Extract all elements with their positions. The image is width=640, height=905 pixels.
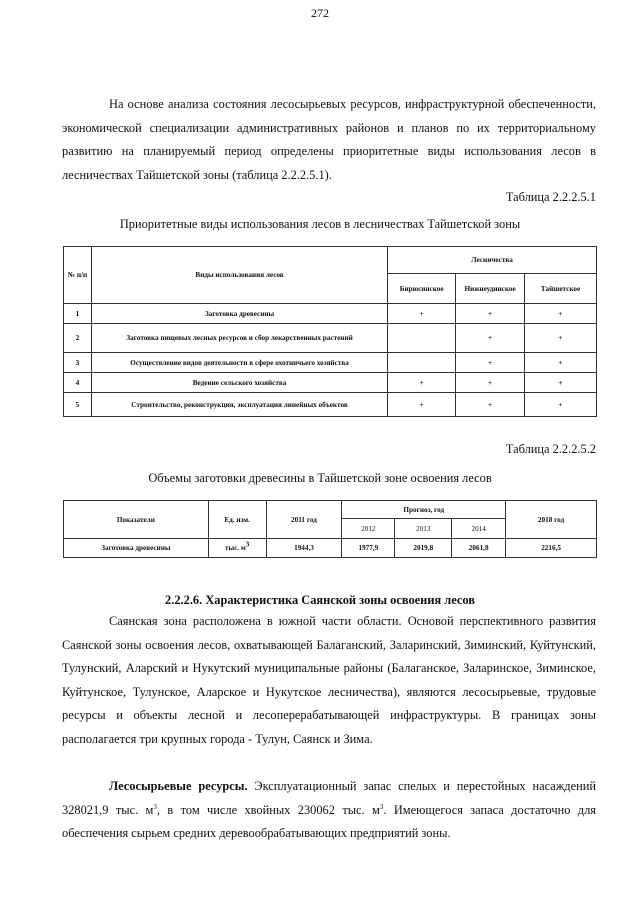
header-forestry-2: Нижнеудинское bbox=[456, 274, 525, 304]
row-2011: 1944,3 bbox=[266, 539, 342, 558]
table2-label: Таблица 2.2.2.5.2 bbox=[505, 442, 596, 456]
table-wood-harvest bbox=[63, 500, 597, 558]
table1-title: Приоритетные виды использования лесов в лесничествах Тайшетской зоны bbox=[119, 217, 521, 231]
row-mark: + bbox=[456, 393, 525, 417]
table2-title: Объемы заготовки древесины в Тайшетской зоне освоения лесов bbox=[148, 471, 492, 485]
table1-label: Таблица 2.2.2.5.1 bbox=[505, 190, 596, 204]
header-unit: Ед. изм. bbox=[208, 501, 266, 539]
row-2014: 2061,8 bbox=[452, 539, 506, 558]
row-2018: 2216,5 bbox=[506, 539, 597, 558]
resources-lead: Лесосырьевые ресурсы. bbox=[109, 779, 248, 793]
row-type: Заготовка пищевых лесных ресурсов и сбор лекарственных растений bbox=[91, 324, 387, 353]
row-num: 1 bbox=[64, 304, 92, 324]
header-num: № п/п bbox=[64, 247, 92, 304]
sayan-paragraph: Саянская зона расположена в южной части области. Основой перспективного развития Саянской зоны освоения лесов, охватывающей Балаганский, Заларинский, Зиминский, Куйтунский, Тулунский, Аларский и Нукутский муниципальные районы (Балаганское, Заларинское, Зиминское, Куйтунское, Тулунское, Аларское и Нукутское лесничества), являются лесосырьевые, трудовые ресурсы и объекты лесной и лесоперерабатывающей инфраструктуры. В границах зоны располагается три крупных города - Тулун, Саянск и Зима. bbox=[62, 614, 596, 746]
row-indicator: Заготовка древесины bbox=[64, 539, 209, 558]
page-number: 272 bbox=[311, 6, 329, 20]
row-mark: + bbox=[525, 324, 597, 353]
table-row bbox=[64, 373, 597, 393]
row-mark: + bbox=[456, 324, 525, 353]
row-2012: 1977,9 bbox=[342, 539, 395, 558]
row-unit: тыс. $м^3$ bbox=[208, 539, 266, 558]
header-year-2012: 2012 bbox=[342, 519, 395, 539]
row-num: 5 bbox=[64, 393, 92, 417]
header-forestries: Лесничества bbox=[388, 247, 597, 274]
header-year-2013: 2013 bbox=[395, 519, 452, 539]
header-indicator: Показатели bbox=[64, 501, 209, 539]
row-mark: + bbox=[525, 393, 597, 417]
table-priority-forest-use bbox=[63, 246, 597, 417]
row-mark: + bbox=[456, 373, 525, 393]
table-row bbox=[64, 353, 597, 373]
row-mark bbox=[388, 353, 456, 373]
header-forecast: Прогноз, год bbox=[342, 501, 506, 519]
table-row bbox=[64, 304, 597, 324]
header-forestry-1: Бирюсинское bbox=[388, 274, 456, 304]
row-mark: + bbox=[456, 304, 525, 324]
row-mark: + bbox=[525, 304, 597, 324]
row-mark: + bbox=[456, 353, 525, 373]
row-type: Заготовка древесины bbox=[91, 304, 387, 324]
row-mark: + bbox=[525, 373, 597, 393]
header-type: Виды использования лесов bbox=[91, 247, 387, 304]
row-type: Ведение сельского хозяйства bbox=[91, 373, 387, 393]
row-mark: + bbox=[388, 373, 456, 393]
row-num: 3 bbox=[64, 353, 92, 373]
row-num: 4 bbox=[64, 373, 92, 393]
table-row bbox=[64, 324, 597, 353]
row-type: Строительство, реконструкция, эксплуатация линейных объектов bbox=[91, 393, 387, 417]
table-row bbox=[64, 539, 597, 558]
row-type: Осуществление видов деятельности в сфере охотничьего хозяйства bbox=[91, 353, 387, 373]
row-mark: + bbox=[388, 393, 456, 417]
header-forestry-3: Тайшетское bbox=[525, 274, 597, 304]
row-num: 2 bbox=[64, 324, 92, 353]
row-2013: 2019,8 bbox=[395, 539, 452, 558]
header-2011: 2011 год bbox=[266, 501, 342, 539]
section-title: 2.2.2.6. Характеристика Саянской зоны освоения лесов bbox=[165, 593, 475, 607]
row-mark: + bbox=[525, 353, 597, 373]
header-2018: 2018 год bbox=[506, 501, 597, 539]
resources-paragraph: Лесосырьевые ресурсы. Эксплуатационный запас спелых и перестойных насаждений 328021,9 тыс. $м^3$, в том числе хвойных 230062 тыс. $м^3$. Имеющегося запаса достаточно для обеспечения сырьем средних деревообрабатывающих предприятий зоны. bbox=[62, 779, 597, 841]
row-mark: + bbox=[388, 304, 456, 324]
row-mark bbox=[388, 324, 456, 353]
table-row bbox=[64, 393, 597, 417]
header-year-2014: 2014 bbox=[452, 519, 506, 539]
intro-paragraph: На основе анализа состояния лесосырьевых ресурсов, инфраструктурной обеспеченности, экономической специализации административных районов и планов по их территориальному развитию на планируемый период определены приоритетные виды использования лесов в лесничествах Тайшетской зоны (таблица 2.2.2.5.1). bbox=[62, 97, 596, 182]
